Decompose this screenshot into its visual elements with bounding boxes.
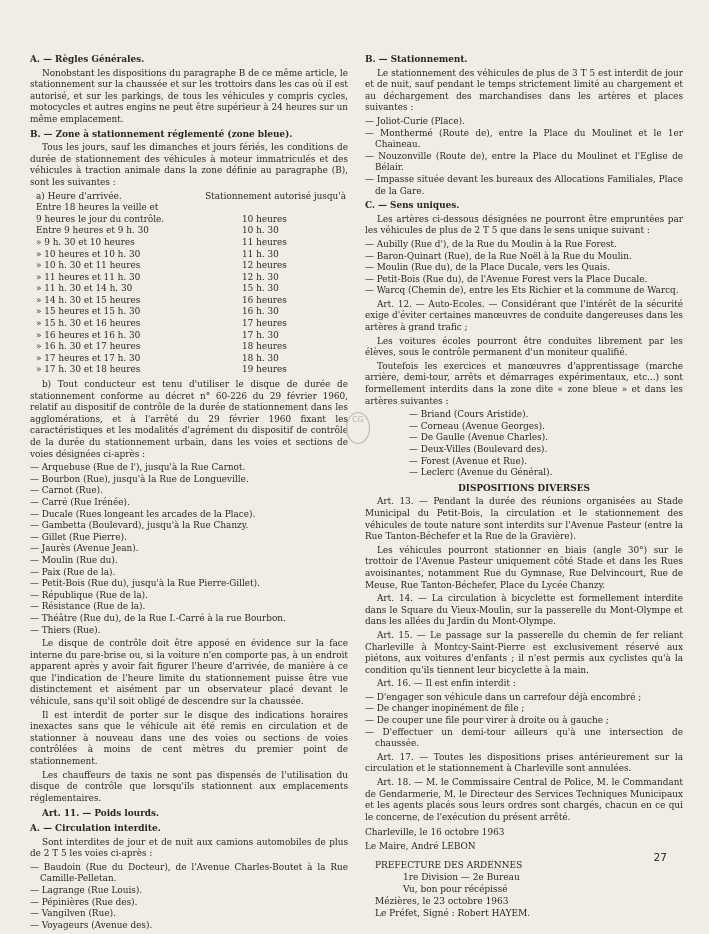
schedule-row xyxy=(36,331,348,343)
schedule-arrival: » 17 h. 30 et 18 heures xyxy=(36,365,141,376)
street-list-blue-zone xyxy=(30,463,348,637)
schedule-arrival: » 17 heures et 17 h. 30 xyxy=(36,353,141,364)
list-item: — Arquebuse (Rue de l'), jusqu'à la Rue Carnot. xyxy=(30,463,348,475)
section-a-text: Nonobstant les dispositions du paragraphe B de ce même article, le stationnement sur la chaussée et sur les trottoirs dans les cas où il est autorisé, et sur les parkings, de tous les véhicules y compris cycles, motocycles et autres engins ne peut être supérieur à 24 heures sur un même emplacement. xyxy=(30,68,348,125)
schedule-limit: 11 h. 30 xyxy=(242,249,279,260)
list-item: — Monthermé (Route de), entre la Place du Moulinet et le 1er Chaineau. xyxy=(365,129,683,152)
list-item: — Petit-Bois (Rue du), de l'Avenue Forest vers la Place Ducale. xyxy=(365,275,683,287)
schedule-table xyxy=(36,192,348,378)
prefecture-recepisse: Vu, bon pour récépissé xyxy=(403,884,508,895)
article-14-paragraph: Art. 14. — La circulation à bicyclette est formellement interdite dans le Square du Vieux-Moulin, sur la passerelle du Mont-Olympe et dans les allées du Jardin du Mont-Olympe. xyxy=(365,594,683,628)
list-item: — Corneau (Avenue Georges). xyxy=(409,422,683,434)
list-item: — Jaurès (Avenue Jean). xyxy=(30,544,348,556)
list-item: — Baron-Quinart (Rue), de la Rue Noël à la Rue du Moulin. xyxy=(365,252,683,264)
list-item: — Carnot (Rue). xyxy=(30,486,348,498)
voitures-ecoles-paragraph: Les voitures écoles pourront être conduites librement par les élèves, sous le contrôle permanent d'un moniteur qualifié. xyxy=(365,336,683,359)
camions-paragraph: Sont interdites de jour et de nuit aux camions automobiles de plus de 2 T 5 les voies ci-après : xyxy=(30,837,348,860)
schedule-row xyxy=(36,226,348,238)
page-number: 27 xyxy=(653,852,667,864)
street-list-auto-ecoles xyxy=(365,410,683,480)
section-b-title: B. — Zone à stationnement réglementé (zone bleue). xyxy=(30,129,293,140)
list-item: — Carré (Rue Irénée). xyxy=(30,498,348,510)
street-list-stationnement xyxy=(365,117,683,198)
schedule-limit: 18 heures xyxy=(242,342,287,353)
list-item: — Théâtre (Rue du), de la Rue I.-Carré à la rue Bourbon. xyxy=(30,614,348,626)
schedule-row xyxy=(36,307,348,319)
schedule-limit: 11 heures xyxy=(242,237,287,248)
schedule-limit: 18 h. 30 xyxy=(242,353,279,364)
list-item: — Bourbon (Rue), jusqu'à la Rue de Longueville. xyxy=(30,475,348,487)
article-12-paragraph: Art. 12. — Auto-Ecoles. — Considérant que l'intérêt de la sécurité exige d'éviter certaines manœuvres de conduite dangereuses dans les artères à grand trafic ; xyxy=(365,299,683,334)
list-item: — Warcq (Chemin de), entre les Ets Richier et la commune de Warcq. xyxy=(365,286,683,298)
list-item: — De changer inopinément de file ; xyxy=(365,704,683,716)
schedule-row xyxy=(36,250,348,262)
list-item: — Ducale (Rues longeant les arcades de la Place). xyxy=(30,510,348,522)
list-item: — Thiers (Rue). xyxy=(30,626,348,638)
section-a-title: A. — Règles Générales. xyxy=(30,55,145,65)
toutefois-paragraph: Toutefois les exercices et manœuvres d'apprentissage (marche arrière, demi-tour, arrêts et démarrages expérimentaux, etc...) sont formellement interdits dans la zone dite « zone bleue » et dans les artères suivantes : xyxy=(365,361,683,407)
list-item: — Voyageurs (Avenue des). xyxy=(30,921,348,933)
interdit-paragraph: Il est interdit de porter sur le disque des indications horaires inexactes sans que le véhicule ait été remis en circulation et de stationner à nouveau dans une des voies ou sections de voies contrôlées à moins de cent mètres du premier point de stationnement. xyxy=(30,710,348,768)
list-item: — Petit-Bois (Rue du), jusqu'à la Rue Pierre-Gillet). xyxy=(30,579,348,591)
left-column xyxy=(30,52,348,934)
list-item: — De couper une file pour virer à droite ou à gauche ; xyxy=(365,716,683,728)
list-item: — Gambetta (Boulevard), jusqu'à la Rue Chanzy. xyxy=(30,521,348,533)
schedule-arrival: » 11 h. 30 et 14 h. 30 xyxy=(36,284,133,295)
article-11-title: Art. 11. — Poids lourds. xyxy=(42,809,160,820)
schedule-limit: 10 h. 30 xyxy=(242,226,279,237)
schedule-arrival: » 10 heures et 10 h. 30 xyxy=(36,249,141,260)
schedule-limit: 16 h. 30 xyxy=(242,307,279,318)
list-item: — Moulin (Rue du). xyxy=(30,556,348,568)
schedule-limit: 10 heures xyxy=(242,214,287,225)
schedule-arrival: 9 heures le jour du contrôle. xyxy=(36,214,165,225)
schedule-row xyxy=(36,203,348,215)
prefecture-date: Mézières, le 23 octobre 1963 xyxy=(375,896,509,907)
article-16-paragraph: Art. 16. — Il est enfin interdit : xyxy=(377,679,516,690)
list-item: — De Gaulle (Avenue Charles). xyxy=(409,433,683,445)
schedule-row xyxy=(36,284,348,296)
list-item: — Deux-Villes (Boulevard des). xyxy=(409,445,683,457)
list-item: — D'engager son véhicule dans un carrefour déjà encombré ; xyxy=(365,693,683,705)
list-item: — Joliot-Curie (Place). xyxy=(365,117,683,129)
schedule-row xyxy=(36,296,348,308)
list-item: — Paix (Rue de la). xyxy=(30,568,348,580)
list-item: — Pépinières (Rue des). xyxy=(30,898,348,910)
schedule-row xyxy=(36,365,348,377)
right-column xyxy=(365,52,683,920)
schedule-arrival: Entre 18 heures la veille et xyxy=(36,203,159,214)
article-17-paragraph: Art. 17. — Toutes les dispositions prises antérieurement sur la circulation et le stationnement à Charleville sont annulées. xyxy=(365,752,683,775)
schedule-row xyxy=(36,354,348,366)
section-b2-text: b) Tout conducteur est tenu d'utiliser le disque de durée de stationnement conforme au décret n° 60-226 du 29 février 1960, relatif au dispositif de contrôle de la durée de stationnement dans les agglomérations, et à l'arrêté du 29 février 1960 fixant les caractéristiques et les modalités d'agrément du dispositif de contrôle de la durée du stationnement urbain, dans les voies et sections de voies désignées ci-après : xyxy=(30,380,348,460)
list-item: — Briand (Cours Aristide). xyxy=(409,410,683,422)
list-item: — Vangilven (Rue). xyxy=(30,909,348,921)
schedule-limit: 17 h. 30 xyxy=(242,330,279,341)
list-item: — Impasse située devant les bureaux des Allocations Familiales, Place de la Gare. xyxy=(365,175,683,198)
prefecture-block xyxy=(365,860,683,920)
schedule-arrival: » 11 heures et 11 h. 30 xyxy=(36,272,141,283)
schedule-row xyxy=(36,342,348,354)
schedule-right-header: Stationnement autorisé jusqu'à xyxy=(205,191,346,202)
schedule-row xyxy=(36,319,348,331)
signature-maire: Le Maire, André LEBON xyxy=(365,842,476,852)
list-item: — Aubilly (Rue d'), de la Rue du Moulin à la Rue Forest. xyxy=(365,240,683,252)
section-b-text: Tous les jours, sauf les dimanches et jours fériés, les conditions de durée de stationnement des véhicules à moteur immatriculés et des véhicules à traction animale dans la zone définie au paragraphe (B), sont les suivantes : xyxy=(30,143,348,188)
schedule-row xyxy=(36,261,348,273)
schedule-arrival: » 15 h. 30 et 16 heures xyxy=(36,319,141,330)
list-item: — Forest (Avenue et Rue). xyxy=(409,457,683,469)
schedule-row xyxy=(36,238,348,250)
list-item: — Moulin (Rue du), de la Place Ducale, vers les Quais. xyxy=(365,263,683,275)
library-stamp-icon: CG xyxy=(346,412,370,444)
schedule-limit: 12 heures xyxy=(242,261,287,272)
schedule-arrival: Entre 9 heures et 9 h. 30 xyxy=(36,226,149,237)
prefecture-division: 1re Division — 2e Bureau xyxy=(403,872,520,883)
schedule-left-header: a) Heure d'arrivée. xyxy=(36,191,122,202)
schedule-limit xyxy=(242,203,348,215)
schedule-limit: 15 h. 30 xyxy=(242,284,279,295)
schedule-arrival: » 14 h. 30 et 15 heures xyxy=(36,295,141,306)
list-item: — Résistance (Rue de la). xyxy=(30,602,348,614)
list-item: — D'effectuer un demi-tour ailleurs qu'à une intersection de chaussée. xyxy=(365,728,683,751)
article-18-paragraph: Art. 18. — M. le Commissaire Central de Police, M. le Commandant de Gendarmerie, M. le Directeur des Services Techniques Municipaux et les agents placés sous leurs ordres sont chargés, chacun en ce qui le concerne, de l'exécution du présent arrêté. xyxy=(365,778,683,823)
schedule-arrival: » 16 heures et 16 h. 30 xyxy=(36,330,141,341)
schedule-row xyxy=(36,215,348,227)
schedule-arrival: » 10 h. 30 et 11 heures xyxy=(36,261,141,272)
circulation-interdite-title: A. — Circulation interdite. xyxy=(30,824,161,834)
schedule-arrival: » 15 heures et 15 h. 30 xyxy=(36,307,141,318)
sens-uniques-paragraph: Les artères ci-dessous désignées ne pourront être empruntées par les véhicules de plus de 2 T 5 que dans le sens unique suivant : xyxy=(365,214,683,237)
schedule-arrival: » 16 h. 30 et 17 heures xyxy=(36,342,141,353)
prefecture-title: PREFECTURE DES ARDENNES xyxy=(375,860,523,871)
schedule-row xyxy=(36,273,348,285)
list-item: — République (Rue de la). xyxy=(30,591,348,603)
stationnement-paragraph: Le stationnement des véhicules de plus de 3 T 5 est interdit de jour et de nuit, sauf pendant le temps strictement limité au chargement et au déchargement des marchandises dans les artères et places suivantes : xyxy=(365,68,683,114)
list-item: — Nouzonville (Route de), entre la Place du Moulinet et l'Eglise de Bélair. xyxy=(365,152,683,175)
schedule-limit: 12 h. 30 xyxy=(242,272,279,283)
sens-uniques-title: C. — Sens uniques. xyxy=(365,201,460,212)
signature-date: Charleville, le 16 octobre 1963 xyxy=(365,828,505,839)
list-item: — Lagrange (Rue Louis). xyxy=(30,886,348,898)
schedule-limit: 16 heures xyxy=(242,295,287,306)
dispositions-diverses-title: DISPOSITIONS DIVERSES xyxy=(458,483,590,494)
interdictions-list xyxy=(365,693,683,751)
taxis-paragraph: Les chauffeurs de taxis ne sont pas dispensés de l'utilisation du disque de contrôle que lorsqu'ils stationnent aux emplacements réglementaires. xyxy=(30,770,348,804)
list-item: — Baudoin (Rue du Docteur), de l'Avenue Charles-Boutet à la Rue Camille-Pelletan. xyxy=(30,863,348,886)
schedule-limit: 19 heures xyxy=(242,365,287,376)
schedule-limit: 17 heures xyxy=(242,319,287,330)
prefecture-signature: Le Préfet, Signé : Robert HAYEM. xyxy=(375,908,531,919)
stationnement-title: B. — Stationnement. xyxy=(365,55,468,65)
street-list-trucks xyxy=(30,863,348,933)
schedule-body xyxy=(36,203,348,377)
schedule-arrival: » 9 h. 30 et 10 heures xyxy=(36,237,135,248)
list-item: — Gillet (Rue Pierre). xyxy=(30,533,348,545)
schedule-header xyxy=(36,192,348,204)
street-list-sens-uniques xyxy=(365,240,683,298)
list-item: — Leclerc (Avenue du Général). xyxy=(409,468,683,480)
vehicules-paragraph: Les véhicules pourront stationner en biais (angle 30°) sur le trottoir de l'Avenue Pasteur uniquement côté Stade et dans les Rues avoisinantes, notamment Rue du Gymnase, Rue Delvincourt, Rue de Meuse, Rue Tanton-Béchefer, Place du Lycée Chanzy. xyxy=(365,545,683,591)
article-13-paragraph: Art. 13. — Pendant la durée des réunions organisées au Stade Municipal du Petit-Bois, la circulation et le stationnement des véhicules de toute nature sont interdits sur l'Avenue Pasteur (entre la Rue Tanton-Béchefer et la Rue de la Gravière). xyxy=(365,497,683,543)
article-15-paragraph: Art. 15. — Le passage sur la passerelle du chemin de fer reliant Charleville à Montcy-Saint-Pierre est exclusivement réservé aux piétons, aux voitures d'enfants ; il n'est permis aux cyclistes qu'à la condition qu'ils tiennent leur bicyclette à la main. xyxy=(365,630,683,676)
disque-paragraph: Le disque de contrôle doit être apposé en évidence sur la face interne du pare-brise ou, si la voiture n'en comporte pas, à un endroit apparent après y avoir fait figurer l'heure d'arrivée, de manière à ce que l'indication de l'heure limite du stationnement puisse être vue distinctement et aisément par un observateur placé devant le véhicule, sans qu'il soit obligé de descendre sur la chaussée. xyxy=(30,639,348,708)
